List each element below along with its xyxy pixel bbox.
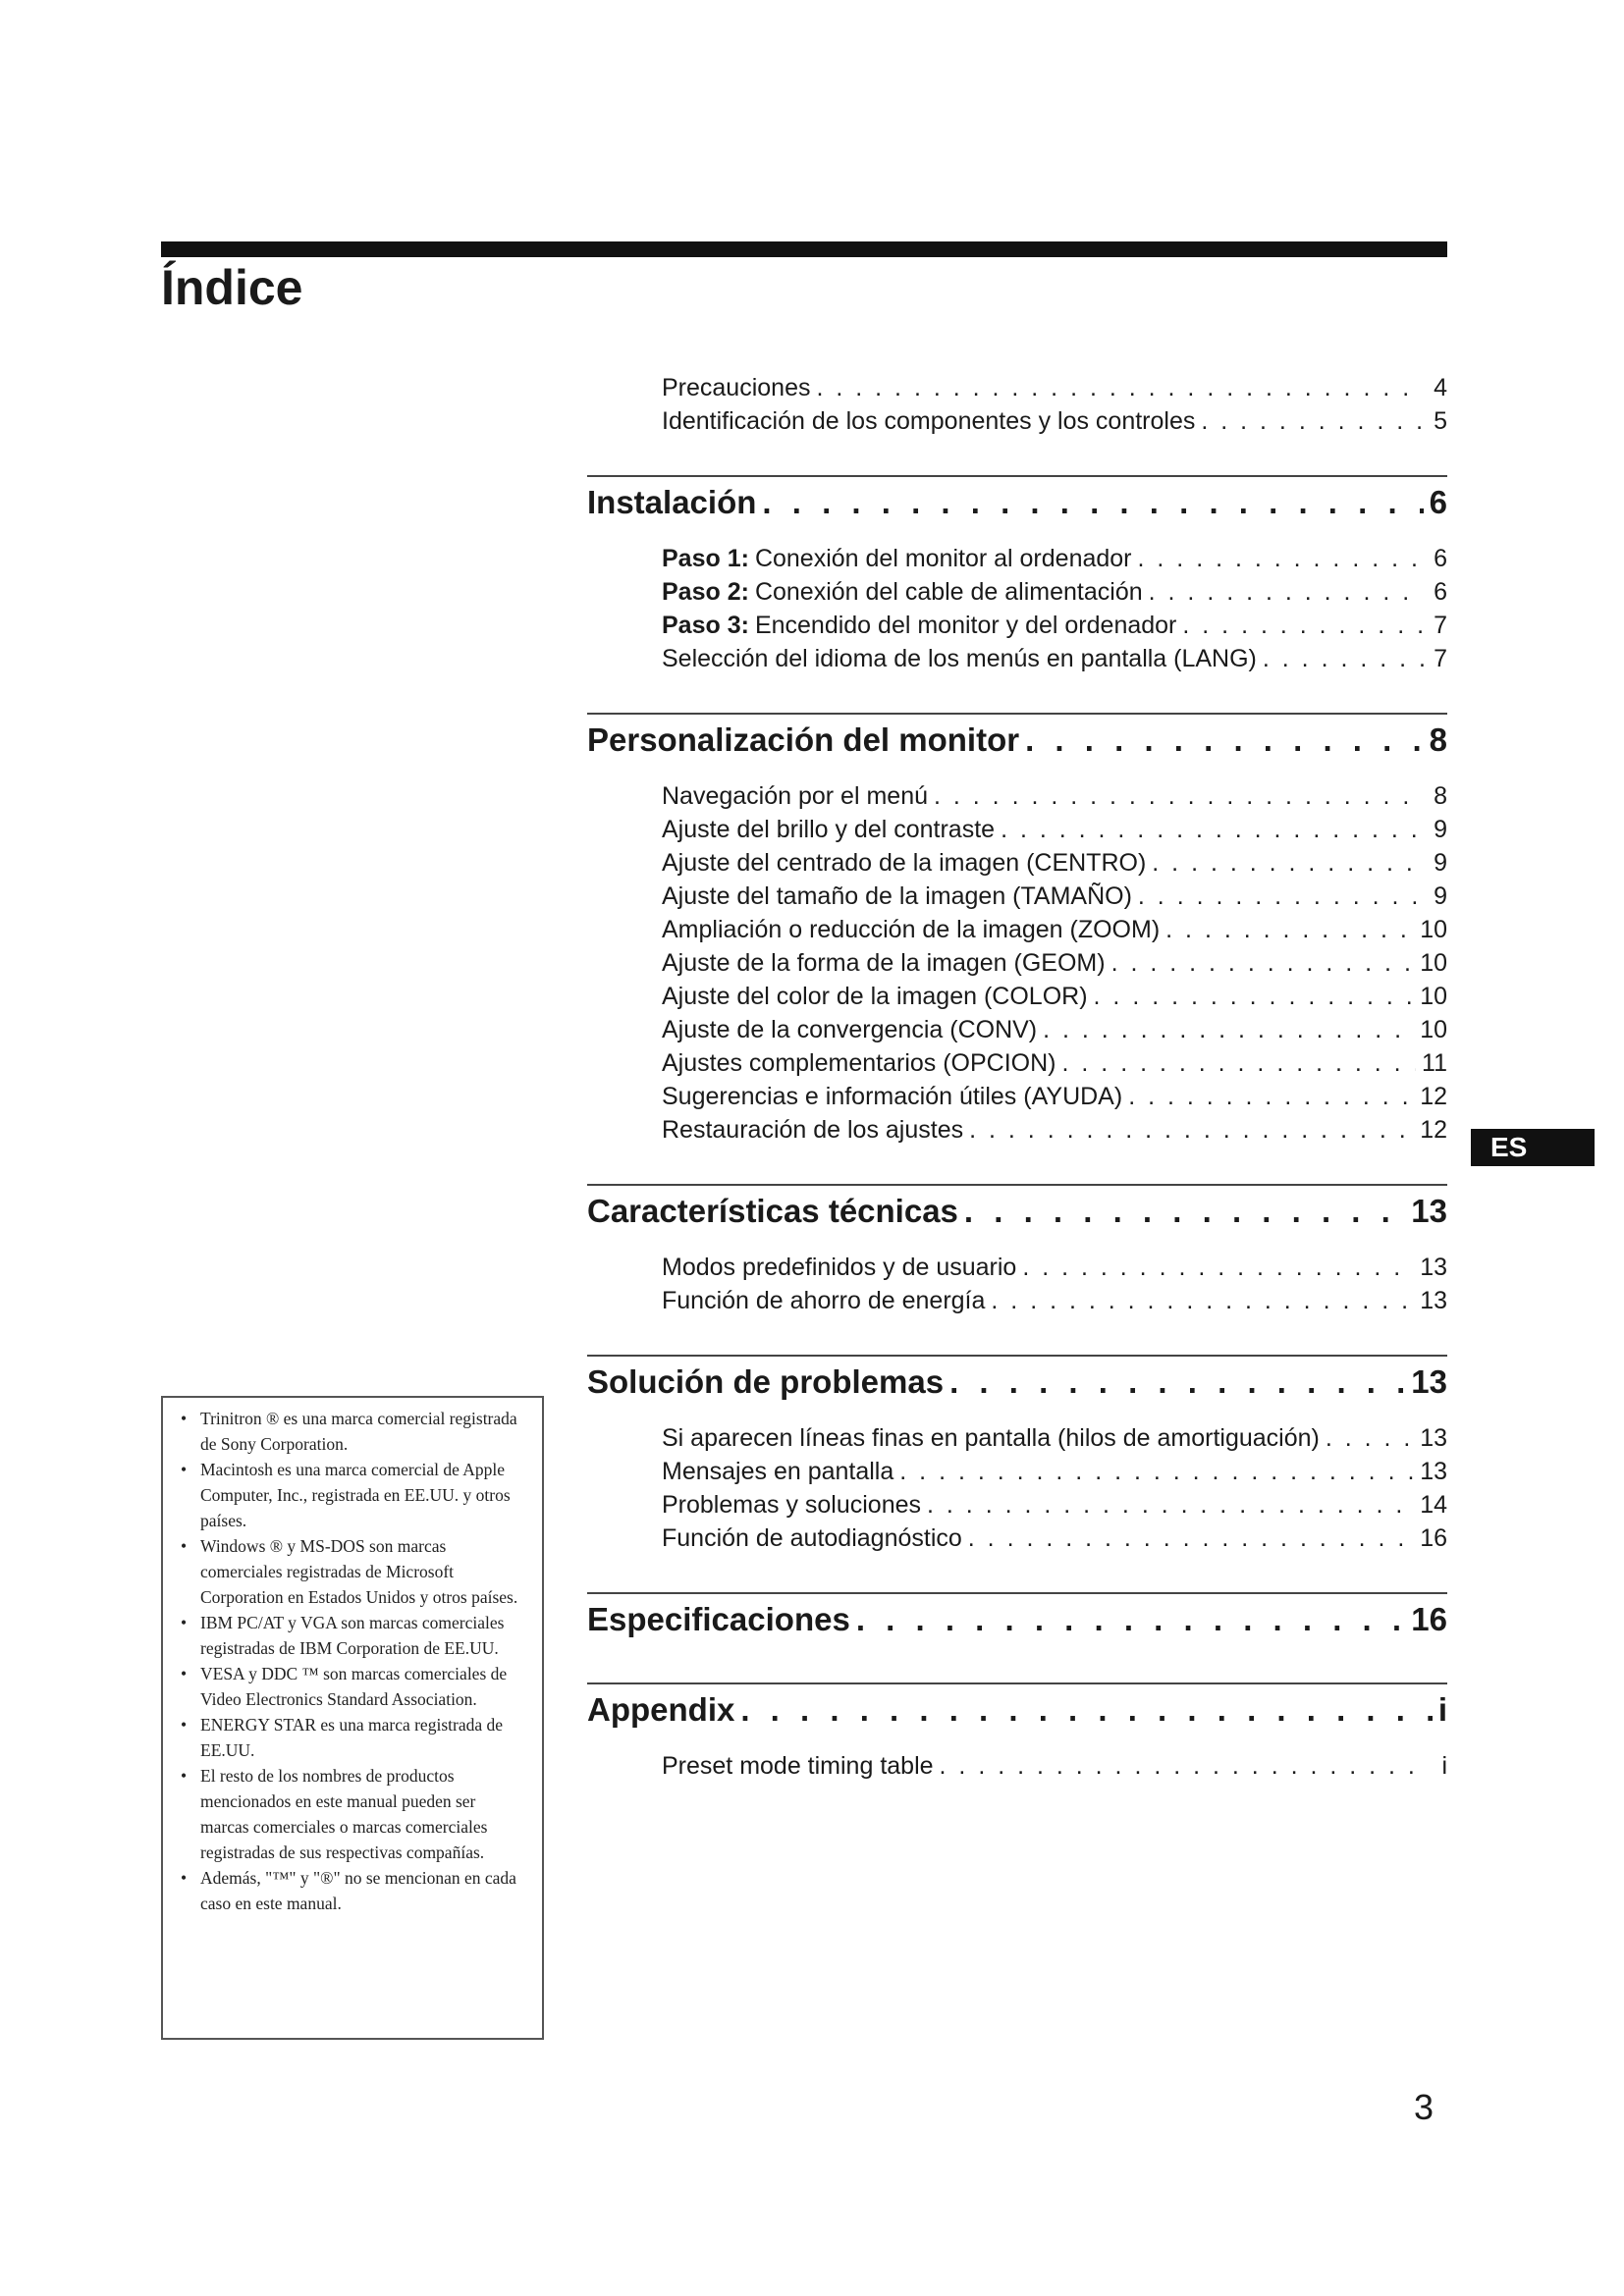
toc-entry-label: Preset mode timing table — [662, 1752, 934, 1780]
section-title: Instalación — [587, 484, 757, 520]
dot-leader — [1201, 404, 1424, 438]
toc-entry-page: 13 — [1420, 1458, 1447, 1485]
toc-entry — [587, 1488, 1447, 1522]
dot-leader — [940, 1749, 1424, 1783]
toc-entry — [587, 1046, 1447, 1080]
toc-entry-label: Función de autodiagnóstico — [662, 1524, 962, 1552]
toc-entry-page: 14 — [1420, 1491, 1447, 1519]
section-heading — [587, 477, 1447, 528]
section-heading — [587, 1684, 1447, 1735]
section-heading — [587, 1594, 1447, 1645]
section-heading — [587, 1357, 1447, 1408]
dot-leader — [1025, 715, 1424, 766]
section-heading — [587, 1186, 1447, 1237]
toc-sections — [587, 475, 1447, 1783]
dot-leader — [762, 477, 1423, 528]
dot-leader — [991, 1284, 1414, 1317]
toc-entry-page: 10 — [1420, 916, 1447, 943]
dot-leader — [1043, 1013, 1414, 1046]
section-page: 13 — [1411, 1363, 1447, 1400]
toc-entry-label: Ajuste de la convergencia (CONV) — [662, 1016, 1038, 1043]
toc-entry-label: Problemas y soluciones — [662, 1491, 922, 1519]
trademark-note: • ENERGY STAR es una marca registrada de EE.UU. — [175, 1712, 528, 1763]
toc-entry-page: i — [1441, 1752, 1447, 1780]
toc-section — [587, 1355, 1447, 1555]
page-number: 3 — [1414, 2087, 1435, 2127]
dot-leader — [816, 371, 1424, 404]
toc-entry-label: Conexión del cable de alimentación — [754, 578, 1143, 606]
dot-leader — [1263, 642, 1424, 675]
toc-entry-label: Identificación de los componentes y los controles — [662, 407, 1196, 435]
toc-entry-label: Selección del idioma de los menús en pantalla (LANG) — [662, 645, 1257, 672]
section-title: Solución de problemas — [587, 1363, 945, 1400]
toc-entry-label: Ajuste del tamaño de la imagen (TAMAÑO) — [662, 882, 1132, 910]
page-title: Índice — [161, 260, 303, 315]
toc-entry-label: Ajuste del color de la imagen (COLOR) — [662, 983, 1088, 1010]
toc-entry-label: Si aparecen líneas finas en pantalla (hilos de amortiguación) — [662, 1424, 1320, 1452]
toc-entry — [587, 1455, 1447, 1488]
section-heading — [587, 715, 1447, 766]
toc-entry-label: Ajuste del brillo y del contraste — [662, 816, 996, 843]
toc-entry-page: 10 — [1420, 1016, 1447, 1043]
toc-entry — [587, 575, 1447, 609]
toc-entry-label: Ajuste de la forma de la imagen (GEOM) — [662, 949, 1106, 977]
toc-entry — [587, 609, 1447, 642]
intro-entries — [587, 371, 1447, 438]
dot-leader — [1152, 846, 1424, 880]
toc-entry-page: 5 — [1434, 407, 1447, 435]
toc-entry-page: 16 — [1420, 1524, 1447, 1552]
toc-entry-page: 10 — [1420, 983, 1447, 1010]
toc-entry — [587, 1013, 1447, 1046]
toc-entry-page: 10 — [1420, 949, 1447, 977]
dot-leader — [1062, 1046, 1417, 1080]
dot-leader — [1001, 813, 1424, 846]
toc-entry — [587, 813, 1447, 846]
dot-leader — [1149, 575, 1424, 609]
dot-leader — [969, 1113, 1414, 1147]
toc-entry-page: 6 — [1434, 545, 1447, 572]
toc-entry-page: 9 — [1434, 882, 1447, 910]
dot-leader — [968, 1522, 1414, 1555]
toc-entry-label: Ajuste del centrado de la imagen (CENTRO) — [662, 849, 1147, 877]
toc-section — [587, 475, 1447, 675]
toc-entry-label: Encendido del monitor y del ordenador — [754, 612, 1177, 639]
section-page: i — [1437, 1691, 1447, 1728]
dot-leader — [1326, 1421, 1414, 1455]
dot-leader — [927, 1488, 1414, 1522]
trademark-note: • Windows ® y MS-DOS son marcas comerciales registradas de Microsoft Corporation en Estados Unidos y otros países. — [175, 1533, 528, 1610]
step-prefix: Paso 1: — [662, 545, 749, 572]
dot-leader — [740, 1684, 1432, 1735]
toc-entry — [587, 642, 1447, 675]
toc-entry-label: Ajustes complementarios (OPCION) — [662, 1049, 1056, 1077]
toc-entry — [587, 1113, 1447, 1147]
toc-entry-page: 11 — [1422, 1049, 1447, 1077]
toc-entry — [587, 846, 1447, 880]
toc-entry-label: Sugerencias e información útiles (AYUDA) — [662, 1083, 1123, 1110]
toc-entry-page: 9 — [1434, 816, 1447, 843]
toc-entry — [587, 371, 1447, 404]
dot-leader — [1111, 946, 1415, 980]
trademark-note: • El resto de los nombres de productos mencionados en este manual pueden ser marcas comerciales o marcas comerciales registradas de sus respectivas compañías. — [175, 1763, 528, 1865]
toc-entry-label: Restauración de los ajustes — [662, 1116, 964, 1144]
dot-leader — [1128, 1080, 1414, 1113]
dot-leader — [1165, 913, 1414, 946]
section-title: Appendix — [587, 1691, 735, 1728]
dot-leader — [1182, 609, 1424, 642]
toc-entry — [587, 542, 1447, 575]
dot-leader — [1138, 542, 1424, 575]
toc-entry — [587, 1080, 1447, 1113]
toc-entry-page: 8 — [1434, 782, 1447, 810]
language-tab: ES — [1471, 1129, 1595, 1166]
trademark-note: • Macintosh es una marca comercial de Apple Computer, Inc., registrada en EE.UU. y otros países. — [175, 1457, 528, 1533]
toc-entry-page: 6 — [1434, 578, 1447, 606]
toc-entry — [587, 1251, 1447, 1284]
toc-entry-label: Función de ahorro de energía — [662, 1287, 986, 1314]
step-prefix: Paso 2: — [662, 578, 749, 606]
toc-entry-page: 7 — [1434, 645, 1447, 672]
step-prefix: Paso 3: — [662, 612, 749, 639]
toc-entry-label: Modos predefinidos y de usuario — [662, 1254, 1017, 1281]
toc-entry-page: 13 — [1420, 1254, 1447, 1281]
toc-entry-page: 13 — [1420, 1287, 1447, 1314]
toc-entry — [587, 980, 1447, 1013]
toc-entry-page: 4 — [1434, 374, 1447, 401]
dot-leader — [1094, 980, 1415, 1013]
trademark-list — [175, 1406, 528, 1916]
toc-entry-label: Precauciones — [662, 374, 811, 401]
dot-leader — [1022, 1251, 1414, 1284]
toc-section — [587, 1682, 1447, 1783]
trademark-note: • VESA y DDC ™ son marcas comerciales de Video Electronics Standard Association. — [175, 1661, 528, 1712]
dot-leader — [856, 1594, 1405, 1645]
dot-leader — [949, 1357, 1405, 1408]
toc-entry — [587, 404, 1447, 438]
toc-section — [587, 1592, 1447, 1645]
top-rule — [161, 241, 1447, 257]
section-page: 16 — [1411, 1601, 1447, 1637]
trademark-notes — [161, 1396, 544, 2040]
trademark-note: • Trinitron ® es una marca comercial registrada de Sony Corporation. — [175, 1406, 528, 1457]
toc-entry — [587, 1421, 1447, 1455]
dot-leader — [934, 779, 1424, 813]
toc-entry-page: 7 — [1434, 612, 1447, 639]
toc-entry — [587, 1284, 1447, 1317]
toc-entry-page: 9 — [1434, 849, 1447, 877]
section-page: 6 — [1429, 484, 1447, 520]
trademark-note: • IBM PC/AT y VGA son marcas comerciales registradas de IBM Corporation de EE.UU. — [175, 1610, 528, 1661]
toc-entry-label: Navegación por el menú — [662, 782, 928, 810]
dot-leader — [1138, 880, 1424, 913]
table-of-contents — [587, 371, 1447, 1783]
toc-entry — [587, 1522, 1447, 1555]
section-title: Características técnicas — [587, 1193, 958, 1229]
toc-entry — [587, 946, 1447, 980]
trademark-note: • Además, "™" y "®" no se mencionan en cada caso en este manual. — [175, 1865, 528, 1916]
dot-leader — [899, 1455, 1414, 1488]
toc-section — [587, 1184, 1447, 1317]
section-title: Especificaciones — [587, 1601, 850, 1637]
toc-entry-label: Mensajes en pantalla — [662, 1458, 894, 1485]
toc-entry-label: Ampliación o reducción de la imagen (ZOOM) — [662, 916, 1161, 943]
dot-leader — [964, 1186, 1405, 1237]
toc-entry — [587, 779, 1447, 813]
toc-entry-page: 12 — [1420, 1083, 1447, 1110]
toc-entry — [587, 880, 1447, 913]
toc-section — [587, 713, 1447, 1147]
section-page: 13 — [1411, 1193, 1447, 1229]
toc-entry-page: 13 — [1420, 1424, 1447, 1452]
section-title: Personalización del monitor — [587, 721, 1020, 758]
toc-entry-page: 12 — [1420, 1116, 1447, 1144]
section-page: 8 — [1429, 721, 1447, 758]
toc-entry — [587, 913, 1447, 946]
toc-entry — [587, 1749, 1447, 1783]
toc-entry-label: Conexión del monitor al ordenador — [754, 545, 1132, 572]
